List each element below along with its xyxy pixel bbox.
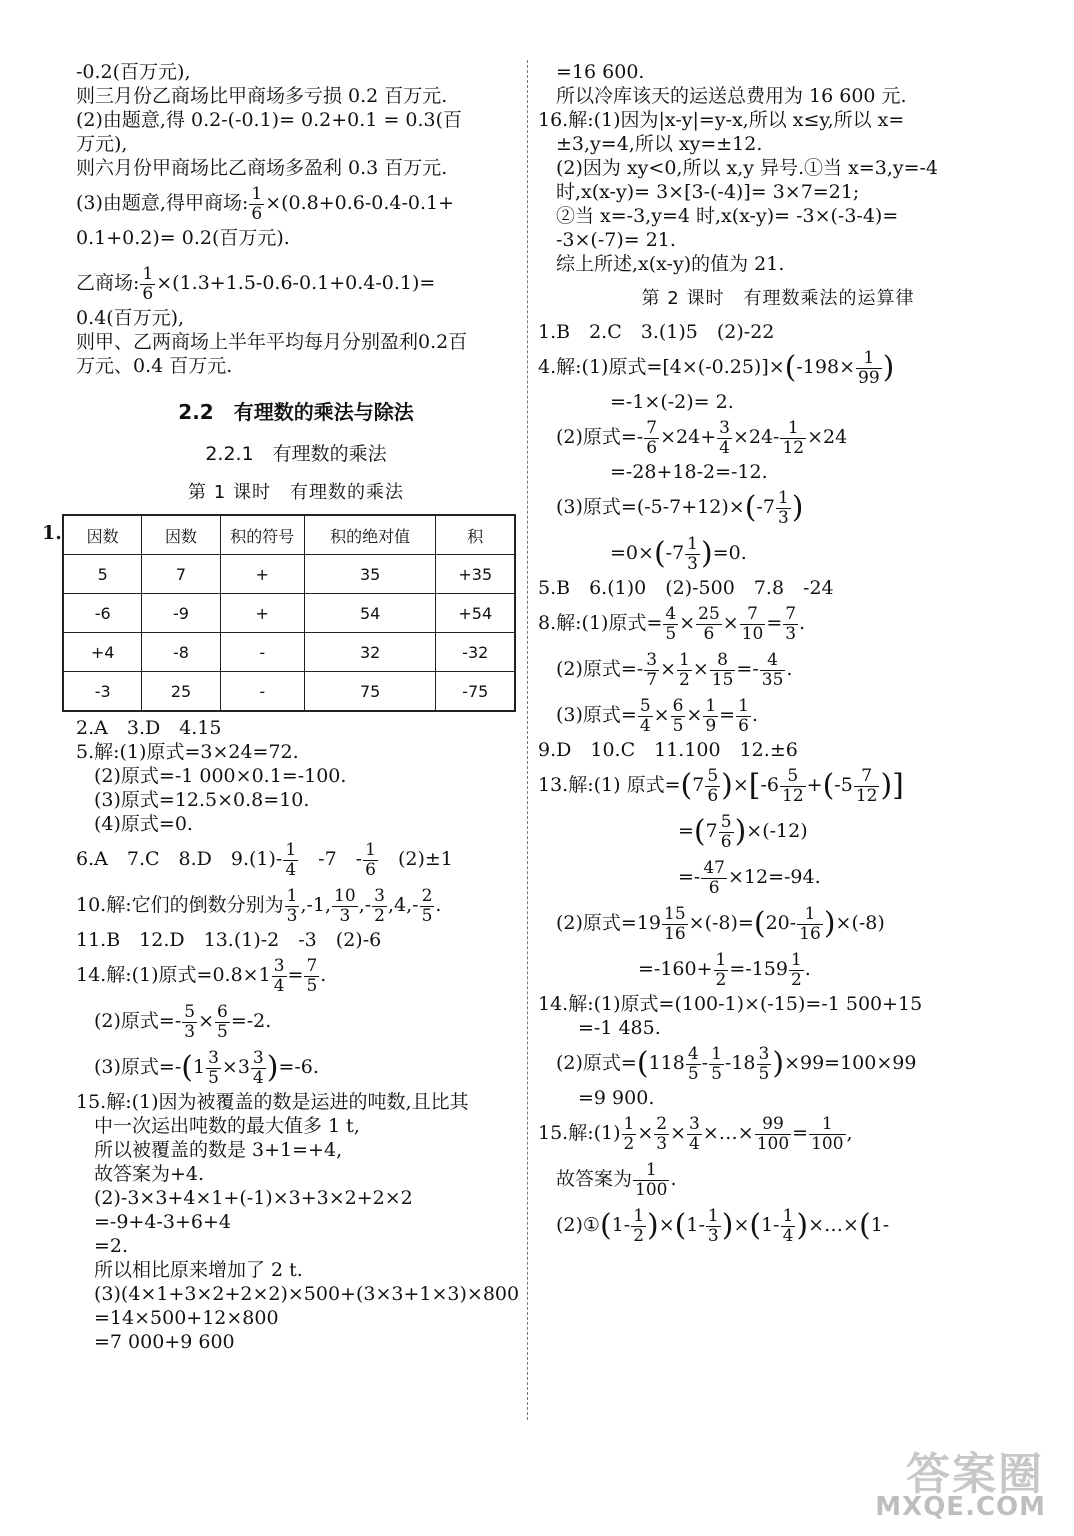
text-line: (3)由题意,得甲商场: $\frac{1}{6}$ ×(0.8+0.6-0.4-0.1+ [76,183,455,224]
table-row [63,555,515,594]
table-cell: -6 [63,594,142,633]
answer-line: 6.A 7.C 8.D 9.(1)- $\frac{1}{4}$ -7 - $\frac{1}{6}$ (2)±1 [76,839,453,880]
table-cell: -8 [142,633,220,672]
text-line: (2)由题意,得 0.2-(-0.1)= 0.2+0.1 = 0.3(百 [76,109,463,131]
answer-line: (2)①(1- $\frac{1}{2}$ )×(1- $\frac{1}{3}$ )×(1- $\frac{1}{4}$ )×…×(1- [556,1205,890,1246]
answer-line: =-28+18-2=-12. [610,461,768,483]
answer-line: 5.解:(1)原式=3×24=72. [76,741,299,763]
table-cell: -3 [63,672,142,712]
text-line: 0.4(百万元), [76,307,185,329]
answer-line: (3)原式=(-5-7+12)×(-7 $\frac{1}{3}$ ) [556,487,804,528]
left-column [42,60,520,1354]
answer-line: =9 900. [578,1087,655,1109]
table-row [63,594,515,633]
answer-line: 故答案为+4. [94,1163,205,1185]
answer-line: =- $\frac{47}{6}$ ×12=-94. [678,857,821,898]
question-number: 1. [42,522,62,544]
answer-line: 11.B 12.D 13.(1)-2 -3 (2)-6 [76,929,382,951]
table-header-row [63,515,515,555]
answer-line: (4)原式=0. [94,813,193,835]
answer-line: (3)(4×1+3×2+2×2)×500+(3×3+1×3)×800 [94,1283,520,1305]
table-header-cell: 积的绝对值 [304,515,436,555]
section-title: 2.2 有理数的乘法与除法 [178,400,414,424]
table-cell: + [220,555,304,594]
table-cell: -32 [436,633,515,672]
table-cell: 35 [304,555,436,594]
text-line: 则甲、乙两商场上半年平均每月分别盈利0.2百 [76,331,468,353]
text-line: 万元、0.4 百万元. [76,355,233,377]
table-header-cell: 因数 [142,515,220,555]
table-header-cell: 积 [436,515,515,555]
answer-line: (3)原式= $\frac{5}{4}$ × $\frac{6}{5}$ × $\frac{1}{9}$ = $\frac{1}{6}$ . [556,695,758,736]
answer-line: =0×(-7 $\frac{1}{3}$ )=0. [610,533,747,574]
table-cell: 54 [304,594,436,633]
text-line: 0.1+0.2)= 0.2(百万元). [76,227,290,249]
table-cell: 75 [304,672,436,712]
table-cell: 25 [142,672,220,712]
answer-line: 中一次运出吨数的最大值多 1 t, [94,1115,360,1137]
multiplication-table [62,514,516,712]
text-line: 综上所述,x(x-y)的值为 21. [556,253,785,275]
answer-line: 15.解:(1) $\frac{1}{2}$ × $\frac{2}{3}$ × $\frac{3}{4}$ ×…× $\frac{99}{100}$ = $\frac{1}{100}$ , [538,1113,853,1154]
answer-line: =(7 $\frac{5}{6}$ )×(-12) [678,811,808,852]
table-cell: -75 [436,672,515,712]
text-line: 乙商场: $\frac{1}{6}$ ×(1.3+1.5-0.6-0.1+0.4-0.1)= [76,263,436,304]
table-cell: +35 [436,555,515,594]
answer-line: =-9+4-3+6+4 [94,1211,231,1233]
answer-line: 9.D 10.C 11.100 12.±6 [538,739,798,761]
answer-line: (2)原式=- $\frac{7}{6}$ ×24+ $\frac{3}{4}$ ×24- $\frac{1}{12}$ ×24 [556,417,848,458]
table-cell: +54 [436,594,515,633]
right-column [538,60,1018,1248]
table-cell: - [220,672,304,712]
text-line: 所以冷库该天的运送总费用为 16 600 元. [556,85,907,107]
answer-line: 所以相比原来增加了 2 t. [94,1259,303,1281]
multiplication-table-wrap [42,514,516,712]
text-line: =16 600. [556,61,645,83]
table-row [63,672,515,712]
answer-line: 5.B 6.(1)0 (2)-500 7.8 -24 [538,577,834,599]
text-line: (2)因为 xy<0,所以 x,y 异号.①当 x=3,y=-4 [556,157,939,179]
table-cell: 5 [63,555,142,594]
answer-line: 13.解:(1) 原式=(7 $\frac{5}{6}$ )×[-6 $\frac{5}{12}$ +(-5 $\frac{7}{12}$ )] [538,765,904,806]
answer-line: (2)原式=(118 $\frac{4}{5}$ - $\frac{1}{5}$ -18 $\frac{3}{5}$ )×99=100×99 [556,1043,917,1084]
text-line: 则六月份甲商场比乙商场多盈利 0.3 百万元. [76,157,448,179]
answer-line: =2. [94,1235,129,1257]
answer-line: 8.解:(1)原式= $\frac{4}{5}$ × $\frac{25}{6}$ × $\frac{7}{10}$ = $\frac{7}{3}$ . [538,603,806,644]
watermark-text: 答案圈 [906,1449,1044,1500]
watermark-url: MXQE.COM [875,1492,1046,1522]
table-cell: 32 [304,633,436,672]
answer-line: (2)原式=- $\frac{3}{7}$ × $\frac{1}{2}$ × $\frac{8}{15}$ =- $\frac{4}{35}$ . [556,649,793,690]
table-cell: -9 [142,594,220,633]
table-cell: - [220,633,304,672]
text-line: 万元), [76,133,128,155]
answer-line: =14×500+12×800 [94,1307,279,1329]
text-line: -0.2(百万元), [76,61,191,83]
answer-line: 15.解:(1)因为被覆盖的数是运进的吨数,且比其 [76,1091,469,1113]
answer-line: 14.解:(1)原式=0.8×1 $\frac{3}{4}$ = $\frac{7}{5}$ . [76,955,327,996]
text-line: 16.解:(1)因为|x-y|=y-x,所以 x≤y,所以 x= [538,109,905,131]
text-line: 时,x(x-y)= 3×[3-(-4)]= 3×7=21; [556,181,860,203]
text-line: ±3,y=4,所以 xy=±12. [556,133,763,155]
table-header-cell: 因数 [63,515,142,555]
column-divider [527,60,528,1420]
answer-line: =-160+ $\frac{1}{2}$ =-159 $\frac{1}{2}$ . [638,949,811,990]
table-row [63,633,515,672]
answer-line: =-1×(-2)= 2. [610,391,734,413]
text-line: 则三月份乙商场比甲商场多亏损 0.2 百万元. [76,85,448,107]
answer-line: 1.B 2.C 3.(1)5 (2)-22 [538,321,775,343]
answer-line: =7 000+9 600 [94,1331,235,1353]
lesson-title: 第 1 课时 有理数的乘法 [188,482,404,503]
answer-line: 10.解:它们的倒数分别为 $\frac{1}{3}$ ,-1, $\frac{10}{3}$ ,- $\frac{3}{2}$ ,4,- $\frac{2}{5}$ . [76,885,442,926]
answer-line: 所以被覆盖的数是 3+1=+4, [94,1139,343,1161]
answer-line: (3)原式=-(1 $\frac{3}{5}$ ×3 $\frac{3}{4}$ )=-6. [94,1047,319,1088]
answer-line: 2.A 3.D 4.15 [76,717,222,739]
text-line: ②当 x=-3,y=4 时,x(x-y)= -3×(-3-4)= [556,205,899,227]
table-header-cell: 积的符号 [220,515,304,555]
text-line: -3×(-7)= 21. [556,229,676,251]
answer-line: 故答案为 $\frac{1}{100}$ . [556,1159,677,1200]
answer-line: (2)原式=- $\frac{5}{3}$ × $\frac{6}{5}$ =-2. [94,1001,272,1042]
answer-line: (2)原式=19 $\frac{15}{16}$ ×(-8)=(20- $\frac{1}{16}$ )×(-8) [556,903,885,944]
answer-line: =-1 485. [578,1017,661,1039]
table-cell: 7 [142,555,220,594]
lesson-title: 第 2 课时 有理数乘法的运算律 [641,288,915,309]
answer-line: (2)-3×3+4×1+(-1)×3+3×2+2×2 [94,1187,413,1209]
answer-line: (3)原式=12.5×0.8=10. [94,789,310,811]
table-cell: + [220,594,304,633]
watermark-logo [875,1436,1054,1526]
subsection-title: 2.2.1 有理数的乘法 [205,443,387,465]
answer-line: 14.解:(1)原式=(100-1)×(-15)=-1 500+15 [538,993,923,1015]
table-cell: +4 [63,633,142,672]
answer-line: (2)原式=-1 000×0.1=-100. [94,765,347,787]
answer-line: 4.解:(1)原式=[4×(-0.25)]×(-198× $\frac{1}{99}$ ) [538,347,895,388]
